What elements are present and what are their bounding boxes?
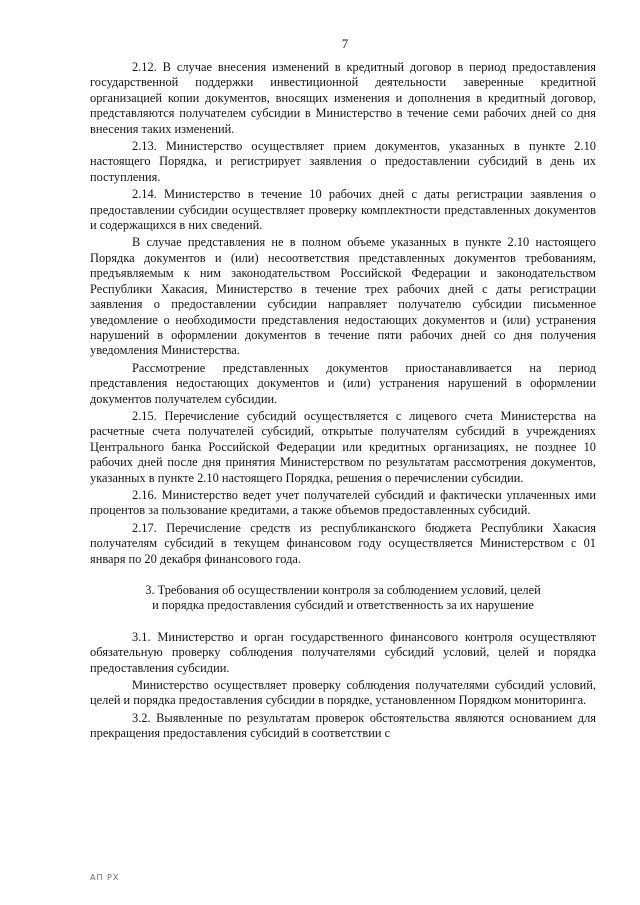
paragraph-3-1: 3.1. Министерство и орган государственного финансового контроля осуществляют обязательную проверку соблюдения получателями субсидий условий, целей и порядка предоставления субсидии. <box>90 629 596 675</box>
paragraph-2-13: 2.13. Министерство осуществляет прием документов, указанных в пункте 2.10 настоящего Порядка, и регистрирует заявления о предоставлении субсидий в день их поступления. <box>90 139 596 184</box>
section-heading-line-1: 3. Требования об осуществлении контроля за соблюдением условий, целей <box>145 583 541 597</box>
paragraph-2-14: 2.14. Министерство в течение 10 рабочих дней с даты регистрации заявления о предоставлении субсидии осуществляет проверку комплектности представленных документов и содержащихся в них сведений. <box>90 187 596 233</box>
paragraph-2-16: 2.16. Министерство ведет учет получателей субсидий и фактически уплаченных ими процентов за пользование кредитами, а также объемов предоставленных субсидий. <box>90 487 596 518</box>
page-number: 7 <box>341 37 349 51</box>
paragraph-2-14-incomplete-docs: В случае представления не в полном объеме указанных в пункте 2.10 настоящего Порядка документов и (или) несоответствия представленных документов требованиям, предъявляемым к ним законодательством Российской Федерации и законодательством Республики Хакасия, Министерство в течение трех рабочих дней с даты регистрации заявления о предоставлении субсидии направляет получателю субсидии письменное уведомление о необходимости представления недостающих документов и (или) устранения нарушений в оформлении документов в течение пяти рабочих дней со дня получения уведомления Министерства. <box>90 235 596 358</box>
footer-code: АП РХ <box>90 873 120 882</box>
paragraph-2-12: 2.12. В случае внесения изменений в кредитный договор в период предоставления государственной поддержки инвестиционной деятельности заверенные кредитной организацией копии документов, вносящих изменения и дополнения в кредитный договор, представляются получателем субсидии в Министерство в течение семи рабочих дней со дня внесения таких изменений. <box>90 60 596 136</box>
paragraph-3-1-monitoring: Министерство осуществляет проверку соблюдения получателями субсидий условий, целей и порядка предоставления субсидии в порядке, установленном Порядком мониторинга. <box>90 678 596 708</box>
paragraph-3-2: 3.2. Выявленные по результатам проверок обстоятельства являются основанием для прекращения предоставления субсидий в соответствии с <box>90 710 596 741</box>
paragraph-2-15: 2.15. Перечисление субсидий осуществляется с лицевого счета Министерства на расчетные счета получателей субсидий, открытые получателям субсидий в учреждениях Центрального банка Российской Федерации или кредитных организациях, не позднее 10 рабочих дней после дня принятия Министерством по результатам рассмотрения документов, указанных в пункте 2.10 настоящего Порядка, решения о перечислении субсидии. <box>90 408 596 485</box>
section-heading <box>90 583 596 614</box>
paragraph-2-17: 2.17. Перечисление средств из республиканского бюджета Республики Хакасия получателям субсидий в текущем финансовом году осуществляется Министерством с 01 января по 20 декабря финансового года. <box>90 520 596 566</box>
paragraph-2-14-suspension: Рассмотрение представленных документов приостанавливается на период представления недостающих документов и (или) устранения нарушений в оформлении документов получателем субсидии. <box>90 360 596 406</box>
document-body <box>90 60 596 744</box>
section-heading-line-2: и порядка предоставления субсидий и ответственность за их нарушение <box>152 598 534 613</box>
